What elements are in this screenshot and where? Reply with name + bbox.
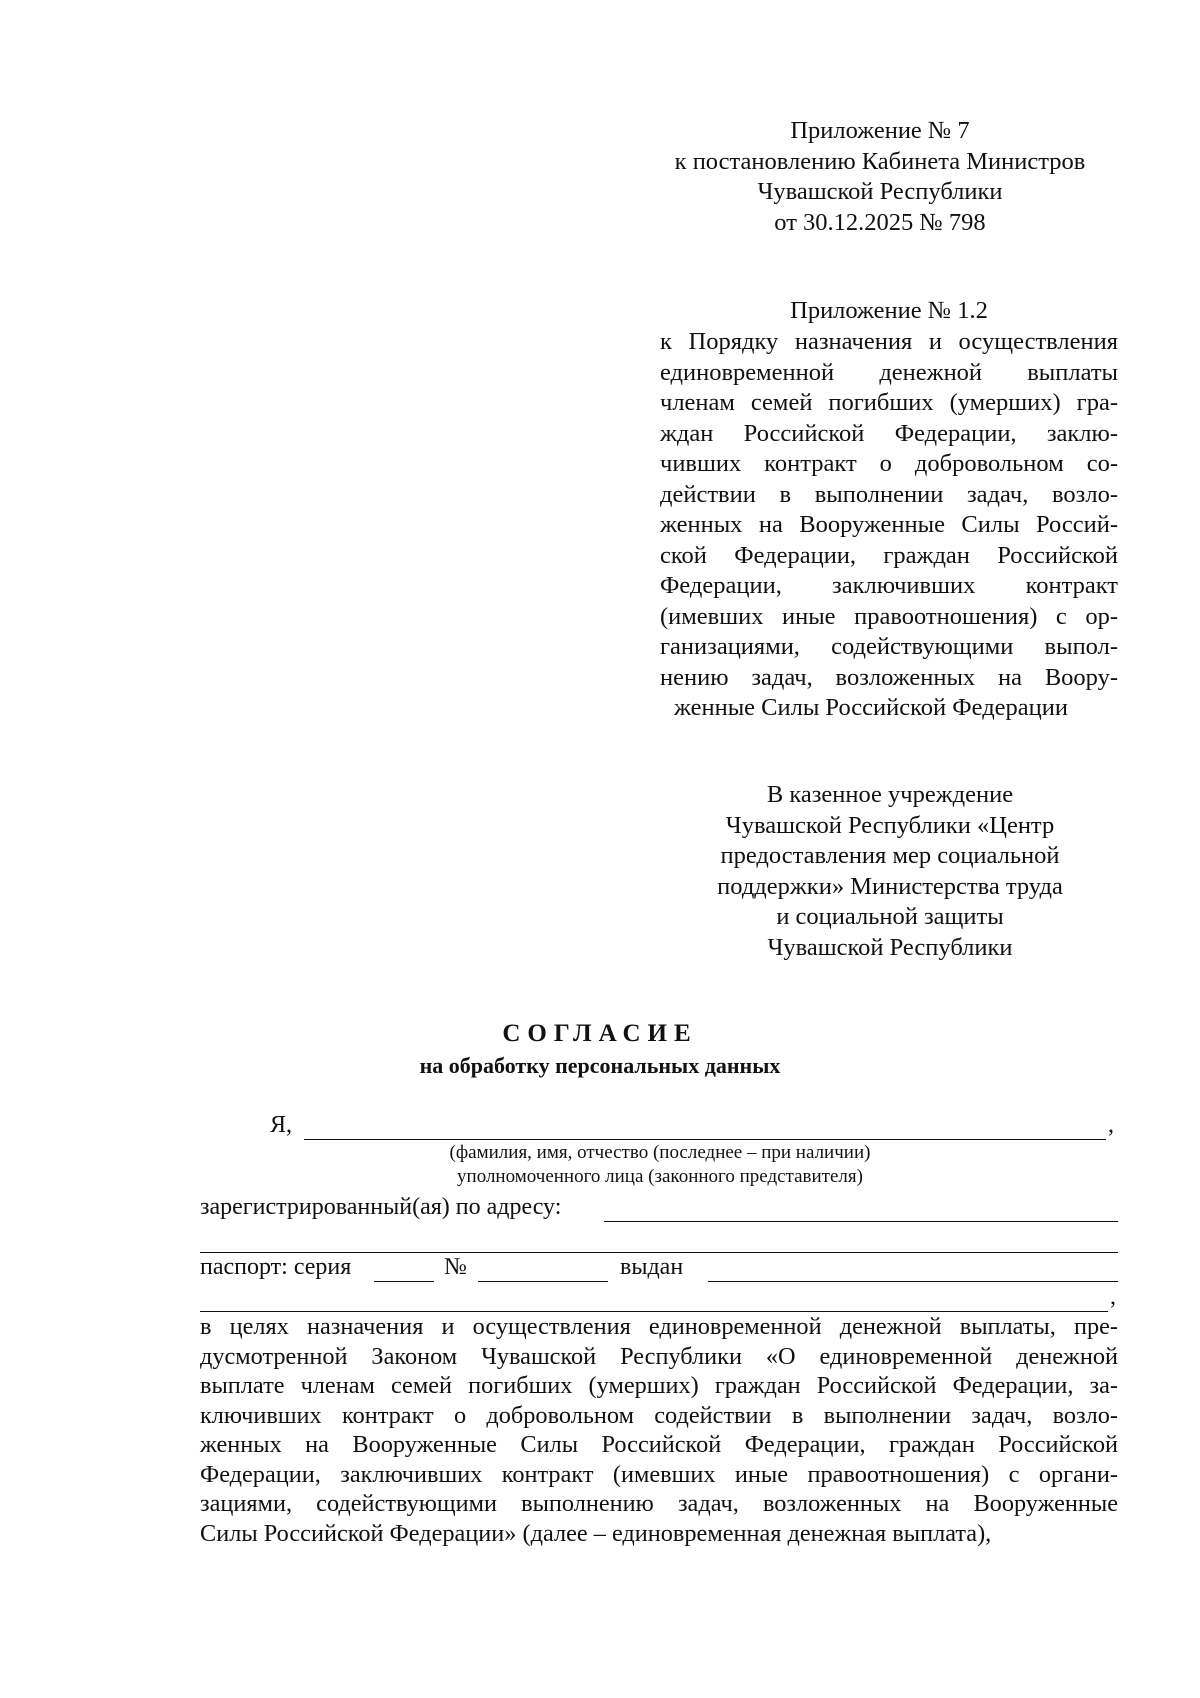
name-caption: (фамилия, имя, отчество (последнее – при наличии) — [449, 1142, 871, 1163]
appendix-1-2-line: к Порядку назначения и осуществления — [660, 328, 1118, 355]
appendix-7-line: от 30.12.2025 № 798 — [774, 208, 986, 236]
address-field[interactable] — [604, 1221, 1118, 1222]
registered-label: зарегистрированный(ая) по адресу: — [200, 1194, 562, 1220]
appendix-1-2-line: женные Силы Российской Федерации — [674, 694, 1068, 721]
addressee-line: Чувашской Республики «Центр — [725, 811, 1055, 839]
appendix-1-2-description — [660, 327, 1118, 724]
issued-label: выдан — [620, 1254, 684, 1280]
addressee-line: В казенное учреждение — [766, 781, 1014, 808]
comma: , — [1108, 1112, 1114, 1138]
body-line: в целях назначения и осуществления единовременной денежной выплаты, пре- — [200, 1313, 1118, 1340]
document-title: СОГЛАСИЕ — [502, 1020, 698, 1047]
passport-series-field[interactable] — [374, 1281, 434, 1282]
consent-body-text — [200, 1312, 1118, 1548]
appendix-1-2-title — [660, 296, 1118, 327]
full-name-field[interactable] — [304, 1139, 1106, 1140]
comma: , — [1110, 1284, 1116, 1310]
body-line: Федерации, заключивших контракт (имевших иные правоотношения) с органи- — [200, 1460, 1118, 1488]
passport-row — [200, 1254, 1120, 1284]
number-label: № — [444, 1254, 467, 1280]
body-line: Силы Российской Федерации» (далее – единовременная денежная выплата), — [200, 1519, 992, 1547]
body-line: дусмотренной Законом Чувашской Республики «О единовременной денежной — [200, 1342, 1118, 1370]
appendix-1-2-line: женных на Вооруженные Силы Россий- — [660, 511, 1118, 538]
document-subtitle: на обработку персональных данных — [419, 1053, 781, 1078]
addressee-line: Чувашской Республики — [767, 933, 1013, 961]
address-field-continued[interactable] — [200, 1252, 1118, 1253]
addressee-block — [690, 780, 1090, 963]
appendix-1-2-line: единовременной денежной выплаты — [660, 358, 1118, 386]
body-line: женных на Вооруженные Силы Российской Федерации, граждан Российской — [200, 1431, 1118, 1458]
appendix-7-line: Чувашской Республики — [757, 178, 1003, 205]
appendix-7-header — [645, 116, 1115, 238]
appendix-1-2-line: ганизациями, содействующими выпол- — [660, 633, 1118, 660]
appendix-1-2-line: Федерации, заключивших контракт — [660, 572, 1118, 599]
body-line: зациями, содействующими выполнению задач, возложенных на Вооруженные — [200, 1490, 1118, 1517]
appendix-1-2-line: (имевших иные правоотношения) с ор- — [660, 602, 1118, 630]
issued-by-row-continued — [200, 1284, 1120, 1314]
appendix-1-2-line: чивших контракт о добровольном со- — [660, 450, 1118, 477]
addressee-line: поддержки» Министерства труда — [717, 872, 1063, 900]
appendix-1-2-line: ждан Российской Федерации, заклю- — [660, 419, 1118, 447]
name-caption-2: уполномоченного лица (законного представителя) — [457, 1166, 863, 1187]
appendix-1-2-line: ской Федерации, граждан Российской — [660, 541, 1118, 569]
addressee-line: и социальной защиты — [776, 903, 1004, 930]
i-label: Я, — [270, 1112, 293, 1138]
appendix-1-2-line: нению задач, возложенных на Воору- — [660, 663, 1118, 691]
appendix-1-2-title-text: Приложение № 1.2 — [790, 297, 988, 324]
passport-series-label: паспорт: серия — [200, 1254, 352, 1280]
appendix-7-line: к постановлению Кабинета Министров — [674, 147, 1086, 175]
body-line: ключивших контракт о добровольном содействии в выполнении задач, возло- — [200, 1401, 1118, 1429]
issued-by-field[interactable] — [708, 1281, 1118, 1282]
addressee-line: предоставления мер социальной — [720, 842, 1060, 869]
name-row — [200, 1112, 1120, 1142]
appendix-7-line: Приложение № 7 — [790, 117, 970, 144]
body-line: выплате членам семей погибших (умерших) граждан Российской Федерации, за- — [200, 1372, 1118, 1399]
appendix-1-2-line: членам семей погибших (умерших) гра- — [660, 389, 1118, 416]
passport-number-field[interactable] — [478, 1281, 608, 1282]
appendix-1-2-line: действии в выполнении задач, возло- — [660, 480, 1118, 508]
address-row — [200, 1194, 1120, 1224]
